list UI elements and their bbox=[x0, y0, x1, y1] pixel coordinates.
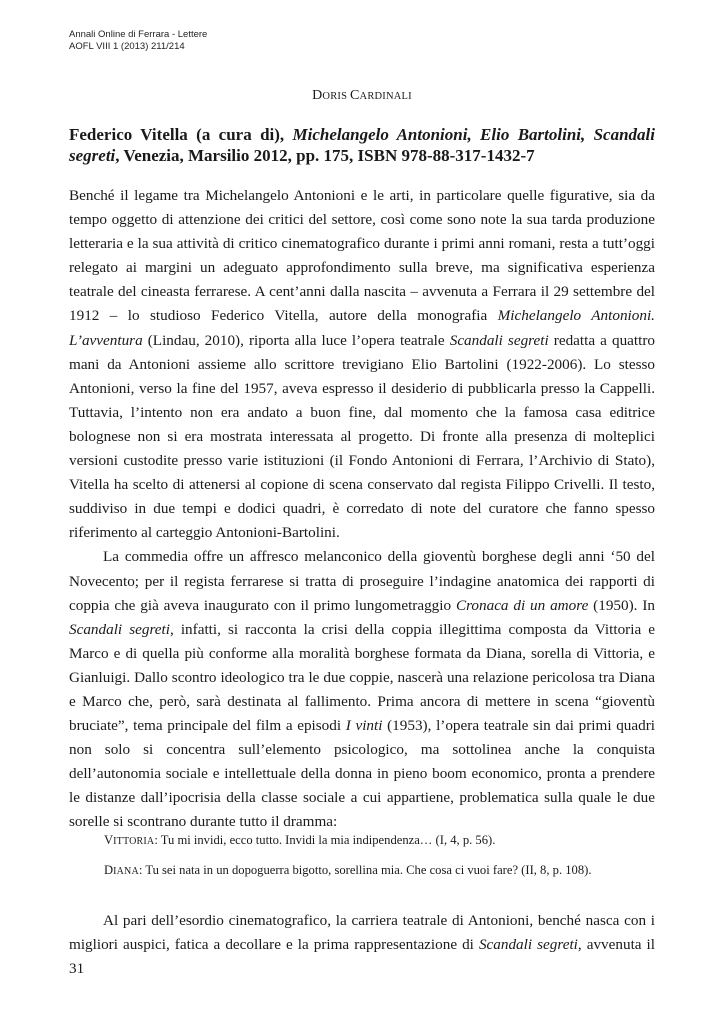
title-book: Michelangelo Antonioni, Elio Bartolini, Scandali segreti bbox=[69, 125, 656, 165]
paragraph-3-italic-1: Scandali segreti bbox=[478, 936, 578, 954]
paragraph-2-italic-1: Cronaca di un amore bbox=[455, 596, 589, 614]
paragraph-1-italic-2: Scandali segreti bbox=[449, 331, 549, 349]
quote-text: : Tu mi invidi, ecco tutto. Invidi la mia indipendenza… (I, 4, p. 56). bbox=[154, 833, 496, 847]
review-author bbox=[0, 88, 724, 104]
paragraph-2-italic-2: Scandali segreti bbox=[69, 620, 170, 638]
paragraph-1-b: (Lindau, 2010), riporta alla luce l’opera teatrale bbox=[142, 331, 450, 349]
quote-speaker-rest: ITTORIA bbox=[113, 836, 155, 847]
paragraph-1-a: Benché il legame tra Michelangelo Antonioni e le arti, in particolare quelle figurative, sia da tempo oggetto di attenzione dei critici del settore, così come sono note la sua tarda produzione letteraria e la sua attività di critico cinematografico durante i primi anni romani, resta a tutt’oggi relegato ai margini un adeguato approfondimento sulla breve, ma significativa esperienza teatrale del cineasta ferrarese. A cent’anni dalla nascita – avvenuta a Ferrara il 29 settembre del 1912 – lo studioso Federico Vitella, autore della monografia bbox=[69, 187, 655, 325]
journal-volume: AOFL VIII 1 (2013) 211/214 bbox=[69, 40, 185, 52]
block-quotes bbox=[104, 832, 634, 892]
paragraph-3 bbox=[69, 909, 655, 981]
quote-vittoria bbox=[104, 832, 634, 850]
paragraph-3-a: Al pari dell’esordio cinematografico, la carriera teatrale di Antonioni, benché nasca con i migliori auspici, fatica a decollare e la prima rappresentazione di bbox=[69, 912, 655, 954]
author-last-initial: C bbox=[349, 88, 360, 103]
paragraph-2-b: (1950). In bbox=[588, 596, 655, 614]
paragraph-1-c: redatta a quattro mani da Antonioni assieme allo scrittore trevigiano Elio Bartolini (1922-2006). Lo stesso Antonioni, verso la fine del 1957, aveva espresso il desiderio di pubblicarla presso la Cappelli. Tuttavia, l’intento non era andato a buon fine, dal momento che la famosa casa editrice bolognese non si era mostrata interessata al progetto. Di fronte alla presenza di molteplici versioni custodite presso varie istituzioni (il Fondo Antonioni di Ferrara, l’Archivio di Stato), Vitella ha scelto di attenersi al copione di scena conservato dal regista Filippo Crivelli. Il testo, suddiviso in due tempi e dodici quadri, è corredato di note del curatore che fanno spesso riferimento al carteggio Antonioni-Bartolini. bbox=[69, 331, 655, 542]
quote-text: : Tu sei nata in un dopoguerra bigotto, sorellina mia. Che cosa ci vuoi fare? (II, 8, p. 108). bbox=[138, 863, 592, 877]
paragraph-3-b: , avvenuta il 31 bbox=[69, 936, 655, 978]
paragraph-2-a: La commedia offre un affresco melanconico della gioventù borghese degli anni ‘50 del Novecento; per il regista ferrarese si tratta di proseguire l’indagine anatomica dei rapporti di coppia che già aveva inaugurato con il primo lungometraggio bbox=[69, 548, 655, 614]
paragraph-2 bbox=[69, 545, 655, 834]
quote-speaker-initial: V bbox=[104, 833, 114, 847]
journal-name: Annali Online di Ferrara - Lettere bbox=[69, 29, 208, 40]
paragraph-2-italic-3: I vinti bbox=[345, 717, 383, 735]
paragraph-2-d: (1953), l’opera teatrale sin dai primi quadri non solo si concentra sull’elemento psicologico, ma sottolinea anche la conquista dell’autonomia sociale e intellettuale della donna in pieno boom economico, pronta a prendere le distanze dall’ipocrisia della classe sociale a cui appartiene, problematica sulla quale le due sorelle si scontrano durante tutto il dramma: bbox=[69, 717, 656, 831]
title-publication: , Venezia, Marsilio 2012, pp. 175, ISBN 978-88-317-1432-7 bbox=[115, 146, 535, 165]
quote-diana bbox=[104, 862, 634, 880]
review-body bbox=[69, 184, 655, 835]
quote-speaker-rest: IANA bbox=[113, 866, 139, 877]
review-title bbox=[69, 124, 655, 166]
author-first-initial: D bbox=[312, 88, 323, 103]
author-first-rest: ORIS bbox=[322, 91, 350, 102]
paragraph-2-c: , infatti, si racconta la crisi della coppia illegittima composta da Vittoria e Marco e di quella più conforme alla moralità borghese formata da Diana, sorella di Vittoria, e Gianluigi. Dallo scontro ideologico tra le due coppie, nascerà una relazione pericolosa tra Diana e Marco che, però, sarà destinata al fallimento. Prima ancora di mettere in scena “gioventù bruciate”, tema principale del film a episodi bbox=[69, 620, 655, 735]
paragraph-1-italic-1: Michelangelo Antonioni. L’avventura bbox=[69, 307, 655, 349]
title-editor: Federico Vitella (a cura di), bbox=[69, 125, 293, 144]
author-last-rest: ARDINALI bbox=[359, 91, 412, 102]
review-body-continued bbox=[69, 909, 655, 981]
running-head bbox=[69, 29, 207, 52]
quote-speaker-initial: D bbox=[104, 863, 114, 877]
paragraph-1 bbox=[69, 184, 655, 545]
